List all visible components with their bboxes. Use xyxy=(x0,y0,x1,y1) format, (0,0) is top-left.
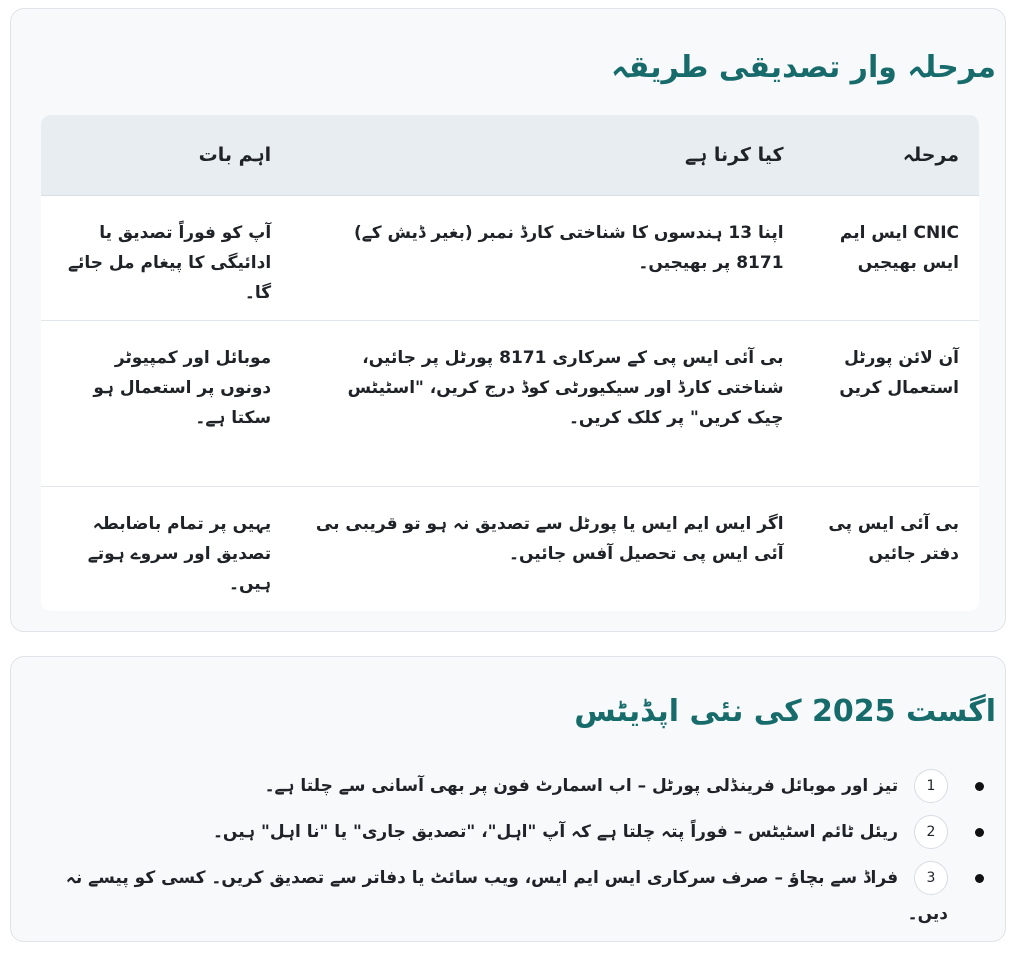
action-cell: بی آئی ایس پی کے سرکاری 8171 پورٹل پر جائیں، شناختی کارڈ اور سیکیورٹی کوڈ درج کریں، "اسٹیٹس چیک کریں" پر کلک کریں۔ xyxy=(291,321,803,487)
note-cell: آپ کو فوراً تصدیق یا ادائیگی کا پیغام مل جائے گا۔ xyxy=(41,196,291,321)
step-cell: CNIC ایس ایم ایس بھیجیں xyxy=(804,196,979,321)
verification-card xyxy=(10,8,1006,632)
verification-table xyxy=(41,115,979,611)
number-badge: 2 xyxy=(914,815,948,849)
section-title-verification: مرحلہ وار تصدیقی طریقہ xyxy=(611,50,996,85)
list-item xyxy=(64,814,994,854)
note-cell: موبائل اور کمپیوٹر دونوں پر استعمال ہو سکتا ہے۔ xyxy=(41,321,291,487)
action-cell: اپنا 13 ہندسوں کا شناختی کارڈ نمبر (بغیر ڈیش کے) 8171 پر بھیجیں۔ xyxy=(291,196,803,321)
updates-list xyxy=(64,768,994,924)
section-title-updates: اگست 2025 کی نئی اپڈیٹس xyxy=(574,694,996,729)
note-cell: یہیں پر تمام باضابطہ تصدیق اور سروے ہوتے ہیں۔ xyxy=(87,514,272,594)
step-cell: بی آئی ایس پی دفتر جائیں xyxy=(828,514,959,564)
list-item-text: ریئل ٹائم اسٹیٹس – فوراً پتہ چلتا ہے کہ آپ "اہل"، "تصدیق جاری" یا "نا اہل" ہیں۔ xyxy=(212,822,899,842)
bullet-icon xyxy=(975,874,984,883)
list-item xyxy=(64,768,994,808)
table-header-row xyxy=(41,115,979,196)
bullet-icon xyxy=(975,782,984,791)
step-cell: آن لائن پورٹل استعمال کریں xyxy=(804,321,979,487)
table-row xyxy=(41,487,979,612)
table-row xyxy=(41,196,979,321)
number-badge: 3 xyxy=(914,861,948,895)
list-item-text: تیز اور موبائل فرینڈلی پورٹل – اب اسمارٹ فون پر بھی آسانی سے چلتا ہے۔ xyxy=(264,776,899,796)
list-item-text: فراڈ سے بچاؤ – صرف سرکاری ایس ایم ایس، ویب سائٹ یا دفاتر سے تصدیق کریں۔ کسی کو پیسے نہ دیں۔ xyxy=(65,868,948,924)
header-action: کیا کرنا ہے xyxy=(291,115,803,196)
table-row xyxy=(41,321,979,487)
header-note: اہم بات xyxy=(41,115,291,196)
bullet-icon xyxy=(975,828,984,837)
number-badge: 1 xyxy=(914,769,948,803)
header-step: مرحلہ xyxy=(804,115,979,196)
list-item xyxy=(64,860,994,924)
action-cell: اگر ایس ایم ایس یا پورٹل سے تصدیق نہ ہو تو قریبی بی آئی ایس پی تحصیل آفس جائیں۔ xyxy=(315,514,784,564)
